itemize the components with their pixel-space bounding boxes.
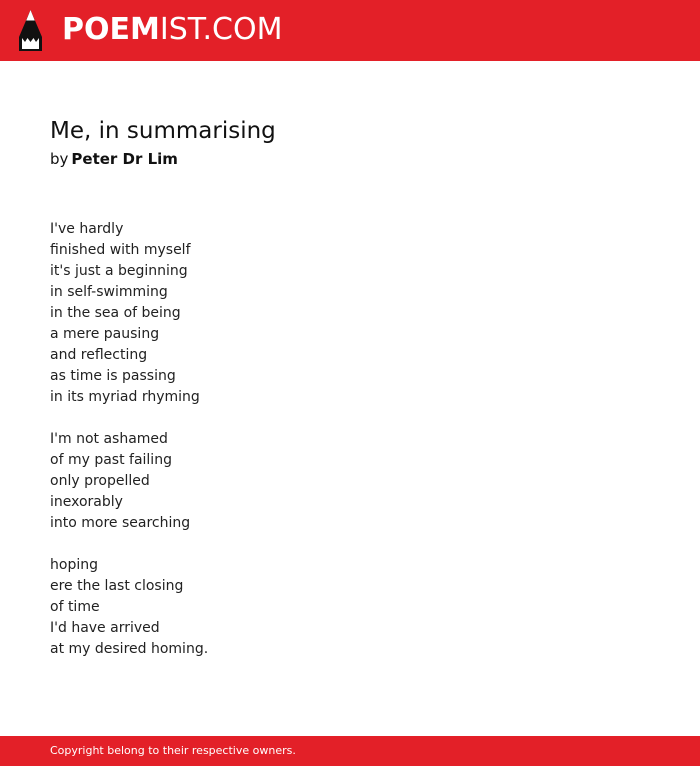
poem-line: of my past failing — [50, 452, 172, 468]
poem-stanza — [50, 219, 650, 408]
logo-text-bold: POEM — [62, 12, 160, 47]
byline-prefix: by — [50, 150, 69, 168]
site-footer — [0, 736, 700, 766]
poem-body — [50, 219, 650, 681]
poem-line: into more searching — [50, 515, 191, 531]
poem-line: and reflecting — [50, 347, 148, 363]
poem-line: I'd have arrived — [50, 620, 160, 636]
poem-line: ere the last closing — [50, 578, 184, 594]
poem-stanza — [50, 429, 650, 534]
poem-stanza — [50, 555, 650, 660]
poem-line: it's just a beginning — [50, 263, 188, 279]
poem-byline — [50, 149, 178, 169]
poem-title: Me, in summarising — [50, 118, 276, 144]
poem-line: at my desired homing. — [50, 641, 209, 657]
poem-line: as time is passing — [50, 368, 176, 384]
pencil-logo-icon[interactable] — [17, 9, 44, 52]
site-logo[interactable] — [62, 12, 282, 48]
poem-line: finished with myself — [50, 242, 191, 258]
site-header — [0, 0, 700, 61]
poem-line: of time — [50, 599, 100, 615]
poem-line: I'm not ashamed — [50, 431, 168, 447]
poem-line: only propelled — [50, 473, 150, 489]
poem-line: in the sea of being — [50, 305, 181, 321]
poem-line: in self-swimming — [50, 284, 168, 300]
poem-line: in its myriad rhyming — [50, 389, 200, 405]
copyright-text: Copyright belong to their respective owners. — [50, 744, 296, 757]
poem-line: a mere pausing — [50, 326, 160, 342]
poem-author: Peter Dr Lim — [71, 150, 178, 168]
poem-line: I've hardly — [50, 221, 124, 237]
logo-text-light: IST.COM — [159, 12, 283, 47]
poem-line: hoping — [50, 557, 98, 573]
poem-line: inexorably — [50, 494, 123, 510]
